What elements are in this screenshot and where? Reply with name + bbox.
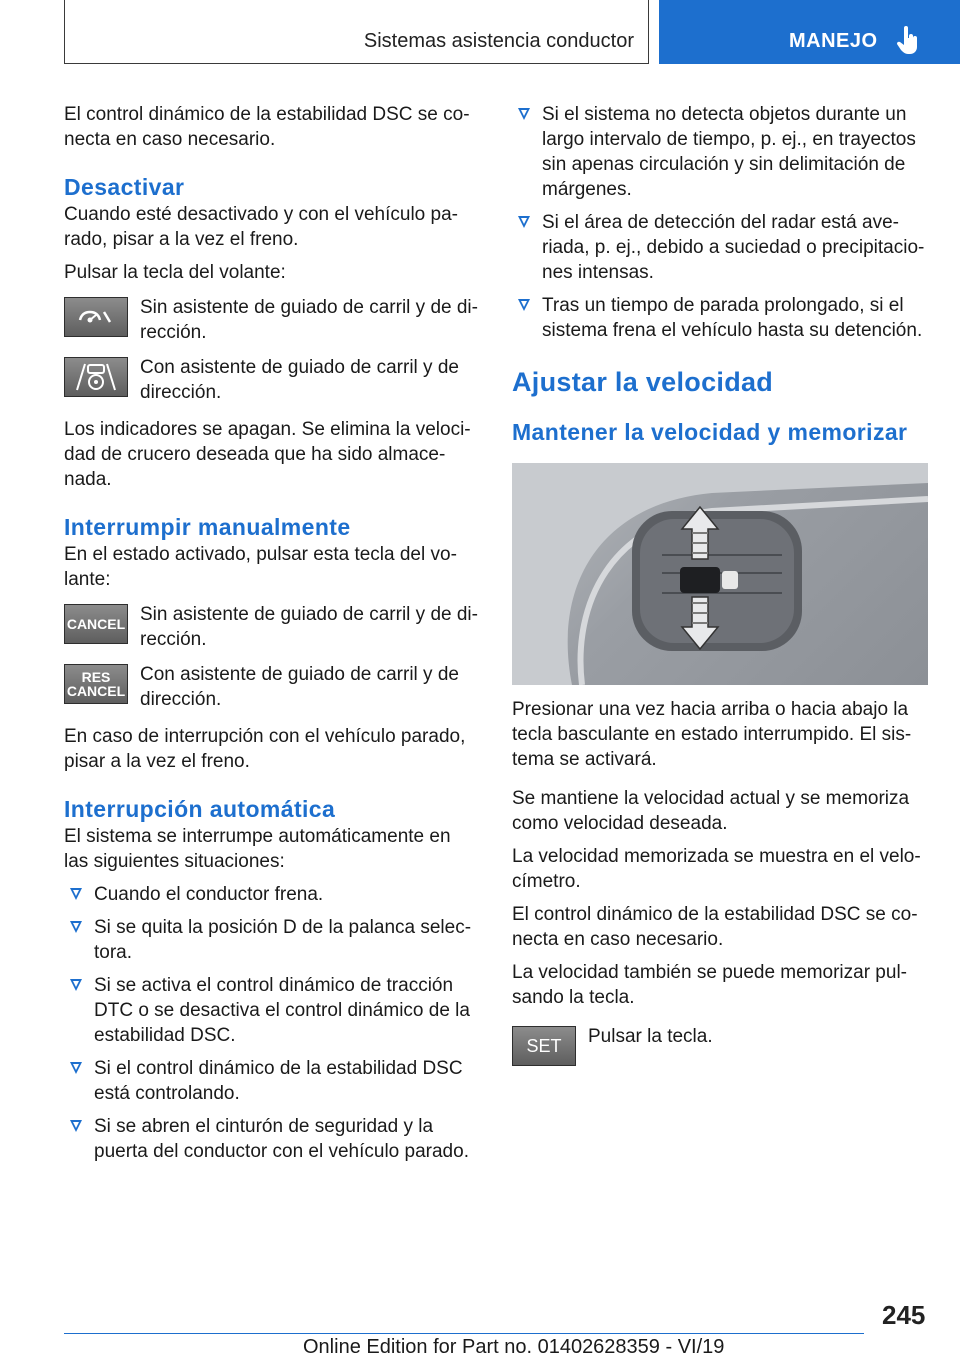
bullet-list [512,102,927,343]
heading-automatica: Interrupción automática [64,796,336,822]
bullet-list [64,882,479,1164]
lane-assist-icon [64,357,128,397]
header-chapter-tab[interactable] [659,0,960,64]
header-section-box [64,0,649,64]
key-description: Pulsar la tecla. [588,1026,713,1047]
cancel-key-label: CANCEL [66,683,126,699]
paragraph: En caso de interrupción con el vehículo parado, pisar a la vez el freno. [64,726,466,772]
paragraph: El control dinámico de la estabilidad DSC se co-necta en caso necesario. [512,904,918,950]
header-section-title: Sistemas asistencia conductor [363,30,634,52]
paragraph: En el estado activado, pulsar esta tecla del vo-lante: [64,544,457,590]
page-number: 245 [882,1300,926,1330]
bullet-triangle-icon [70,1062,82,1074]
key-row-lane-off [64,295,479,345]
right-column [512,102,927,1066]
paragraph: El sistema se interrumpe automáticamente en las siguientes situaciones: [64,826,451,872]
heading-interrumpir: Interrumpir manualmente [64,514,351,540]
res-cancel-button-icon [64,664,128,704]
key-description: Con asistente de guiado de carril y de dirección. [140,357,459,403]
bullet-triangle-icon [70,979,82,991]
list-item: Cuando el conductor frena. [64,882,479,907]
bullet-triangle-icon [518,216,530,228]
key-description: Con asistente de guiado de carril y de dirección. [140,664,459,710]
steering-wheel-rocker-image [512,463,928,685]
list-item: Tras un tiempo de parada prolongado, si el sistema frena el vehículo hasta su detención. [512,293,927,343]
steering-wheel-photo [512,463,928,685]
res-key-label: RES [81,669,111,685]
steering-wheel-cruise-icon [64,297,128,337]
bullet-triangle-icon [70,921,82,933]
bullet-triangle-icon [518,108,530,120]
paragraph: Los indicadores se apagan. Se elimina la veloci-dad de crucero deseada que ha sido almace-nada. [64,419,471,490]
paragraph: La velocidad memorizada se muestra en el velo-címetro. [512,846,921,892]
list-item: Si el sistema no detecta objetos durante un largo intervalo de tiempo, p. ej., en trayectos sin apenas circulación y sin delimitación de márgenes. [512,102,927,202]
speedometer-car-icon [74,304,118,330]
key-row-cancel [64,602,479,652]
steering-lane-icon [71,362,121,392]
set-button-icon [512,1026,576,1066]
left-column [64,102,479,1164]
key-row-set [512,1024,927,1066]
list-item: Si se abren el cinturón de seguridad y la puerta del conductor con el vehículo parado. [64,1114,479,1164]
set-key-label: SET [526,1036,562,1056]
paragraph: Cuando esté desactivado y con el vehículo pa-rado, pisar a la vez el freno. [64,204,458,250]
bullet-triangle-icon [518,299,530,311]
cancel-key-label: CANCEL [66,616,126,632]
paragraph: Se mantiene la velocidad actual y se memoriza como velocidad deseada. [512,788,910,834]
footer-divider [64,1333,864,1334]
heading-desactivar: Desactivar [64,174,185,200]
paragraph: Pulsar la tecla del volante: [64,262,286,283]
paragraph: Presionar una vez hacia arriba o hacia abajo la tecla basculante en estado interrumpido. El sis-tema se activará. [512,699,912,770]
paragraph: El control dinámico de la estabilidad DSC se co-necta en caso necesario. [64,104,470,150]
cancel-button-icon [64,604,128,644]
list-item: Si se activa el control dinámico de tracción DTC o se desactiva el control dinámico de la estabilidad DSC. [64,973,479,1048]
list-item: Si el control dinámico de la estabilidad DSC está controlando. [64,1056,479,1106]
list-item: Si el área de detección del radar está ave-riada, p. ej., debido a suciedad o precipitacio-nes intensas. [512,210,927,285]
paragraph: La velocidad también se puede memorizar pul-sando la tecla. [512,962,907,1008]
hand-pointer-icon [896,26,920,56]
footer-edition: Online Edition for Part no. 01402628359 - VI/19 [303,1336,725,1358]
key-row-res-cancel [64,662,479,712]
key-row-lane-on [64,355,479,405]
heading-mantener: Mantener la velocidad y memorizar [512,419,908,445]
chapter-tab-label: MANEJO [789,30,878,52]
bullet-triangle-icon [70,888,82,900]
heading-ajustar: Ajustar la velocidad [512,367,774,397]
list-item: Si se quita la posición D de la palanca selec-tora. [64,915,479,965]
key-description: Sin asistente de guiado de carril y de di-rección. [140,604,478,650]
key-description: Sin asistente de guiado de carril y de di-rección. [140,297,478,343]
bullet-triangle-icon [70,1120,82,1132]
